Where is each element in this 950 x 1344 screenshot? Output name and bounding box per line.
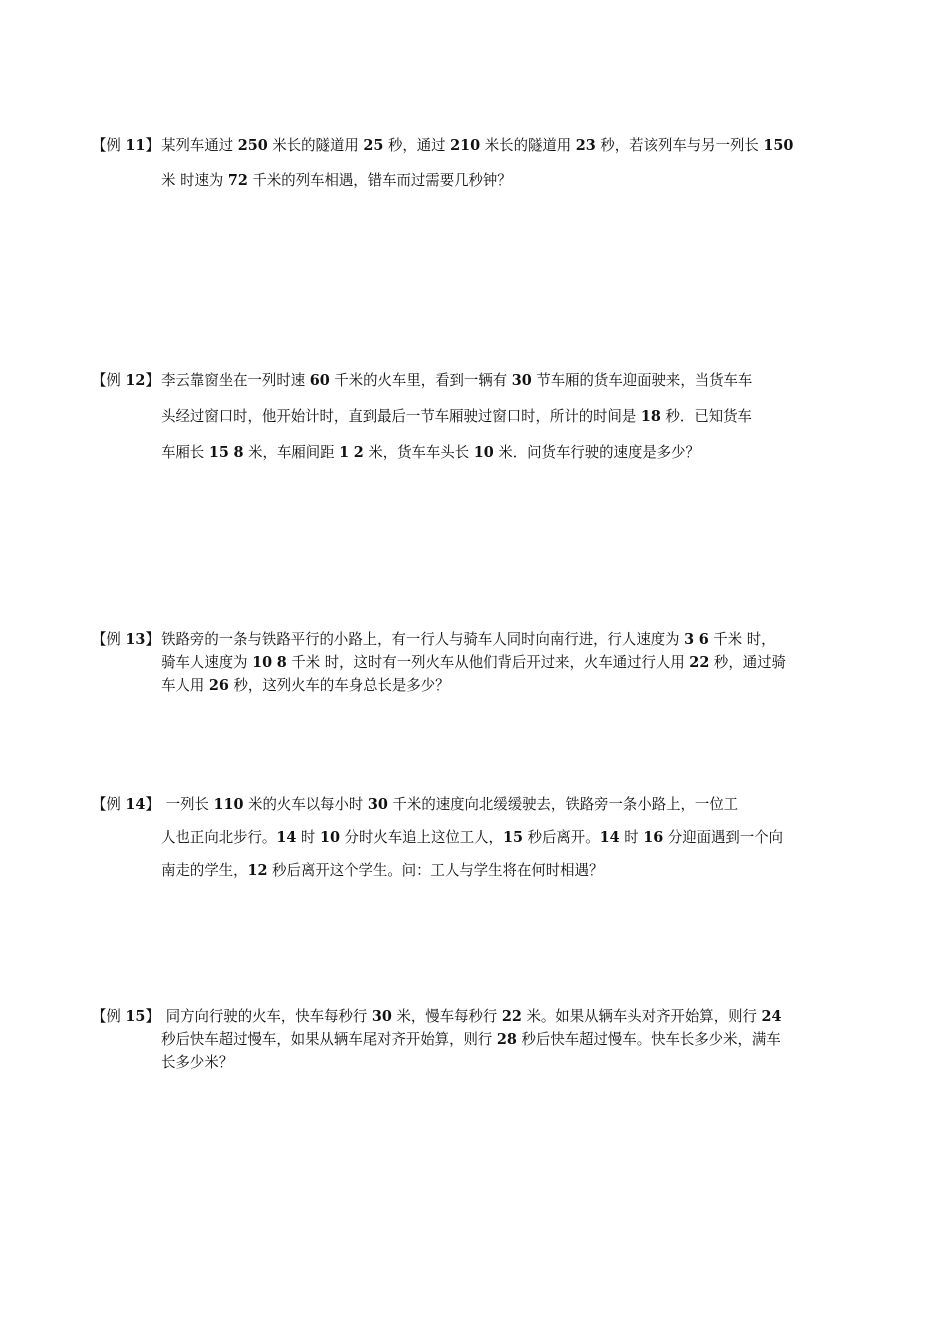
problem-number: 15 bbox=[125, 1007, 146, 1025]
problem-text: 秒后快车超过慢车，如果从辆车尾对齐开始算，则行 28 秒后快车超过慢车。快车长多少米，满车 bbox=[161, 1030, 781, 1048]
problem-15 bbox=[92, 1005, 892, 1074]
problem-14 bbox=[92, 788, 892, 887]
problem-line bbox=[92, 163, 860, 198]
problem-12 bbox=[92, 362, 892, 470]
problem-line bbox=[92, 398, 860, 434]
problem-line bbox=[92, 1005, 860, 1028]
problem-text: 一列长 110 米的火车以每小时 30 千米的速度向北缓缓驶去，铁路旁一条小路上，一位工 bbox=[161, 795, 739, 813]
problem-text: 长多少米？ bbox=[161, 1053, 234, 1071]
problem-line bbox=[92, 674, 860, 697]
problem-text: 人也正向北步行。14 时 10 分时火车追上这位工人，15 秒后离开。14 时 16 分迎面遇到一个向 bbox=[161, 828, 784, 846]
problem-number: 12 bbox=[125, 371, 146, 389]
problem-13 bbox=[92, 628, 892, 697]
problem-number: 14 bbox=[125, 795, 146, 813]
problem-text: 铁路旁的一条与铁路平行的小路上，有一行人与骑车人同时向南行进，行人速度为 3 6 千米 时， bbox=[161, 630, 776, 648]
problem-text: 车人用 26 秒，这列火车的车身总长是多少？ bbox=[161, 676, 450, 694]
problem-label: 【例 11】 bbox=[92, 136, 160, 154]
problem-line bbox=[92, 651, 860, 674]
problem-text: 米 时速为 72 千米的列车相遇，错车而过需要几秒钟？ bbox=[161, 171, 512, 189]
problem-label: 【例 14】 bbox=[92, 795, 160, 813]
problem-line bbox=[92, 434, 860, 470]
problem-line bbox=[92, 788, 860, 821]
problem-11 bbox=[92, 128, 892, 198]
problem-line bbox=[92, 128, 860, 163]
problem-number: 13 bbox=[125, 630, 146, 648]
problem-line bbox=[92, 854, 860, 887]
problem-text: 李云靠窗坐在一列时速 60 千米的火车里，看到一辆有 30 节车厢的货车迎面驶来，当货车车 bbox=[161, 371, 753, 389]
problem-line bbox=[92, 1028, 860, 1051]
problem-text: 车厢长 15 8 米，车厢间距 1 2 米，货车车头长 10 米．问货车行驶的速度是多少？ bbox=[161, 443, 700, 461]
problem-text: 同方向行驶的火车，快车每秒行 30 米，慢车每秒行 22 米。如果从辆车头对齐开始算，则行 24 bbox=[161, 1007, 782, 1025]
problem-line bbox=[92, 1051, 860, 1074]
problem-text: 头经过窗口时，他开始计时，直到最后一节车厢驶过窗口时，所计的时间是 18 秒．已知货车 bbox=[161, 407, 752, 425]
problem-text: 南走的学生，12 秒后离开这个学生。问：工人与学生将在何时相遇？ bbox=[161, 861, 604, 879]
problem-line bbox=[92, 821, 860, 854]
problem-text: 骑车人速度为 10 8 千米 时，这时有一列火车从他们背后开过来，火车通过行人用 22 秒，通过骑 bbox=[161, 653, 786, 671]
problem-label: 【例 12】 bbox=[92, 371, 160, 389]
problem-number: 11 bbox=[125, 136, 146, 154]
problem-label: 【例 13】 bbox=[92, 630, 160, 648]
problem-line bbox=[92, 362, 860, 398]
problem-text: 某列车通过 250 米长的隧道用 25 秒，通过 210 米长的隧道用 23 秒，若该列车与另一列长 150 bbox=[161, 136, 794, 154]
problem-line bbox=[92, 628, 860, 651]
problem-label: 【例 15】 bbox=[92, 1007, 160, 1025]
